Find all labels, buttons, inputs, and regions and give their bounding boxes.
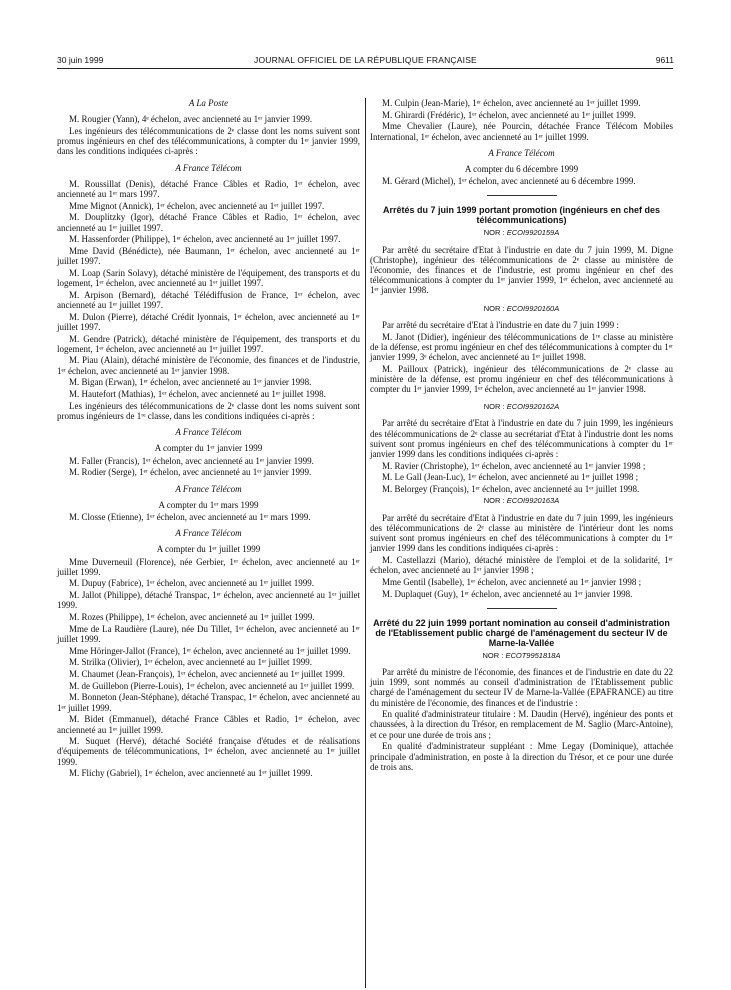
- separator-rule: [487, 608, 557, 609]
- list: [370, 332, 673, 395]
- list-item: M. Le Gall (Jean-Luc), 1ᵉʳ échelon, avec ancienneté au 1ᵉʳ juillet 1998 ;: [382, 472, 639, 483]
- list-item: M. Roussillat (Denis), détaché France Câbles et Radio, 1ᵉʳ échelon, avec ancienneté au 1ᵉʳ mars 1997.: [57, 178, 360, 199]
- list: [57, 456, 360, 478]
- list-item: M. Piau (Alain), détaché ministère de l'économie, des finances et de l'industrie, 1ᵉʳ échelon, avec ancienneté au 1ᵉʳ janvier 1998.: [57, 355, 360, 376]
- list-item: M. Arpison (Bernard), détaché Télédiffusion de France, 1ᵉʳ échelon, avec ancienneté au 1ᵉʳ juillet 1997.: [57, 289, 360, 310]
- list-item: M. Hautefort (Mathias), 1ᵉʳ échelon, avec ancienneté au 1ᵉʳ juillet 1998.: [69, 389, 326, 400]
- list-item: M. Gendre (Patrick), détaché ministère de l'équipement, des transports et du logement, 1ᵉʳ échelon, avec ancienneté au 1ᵉʳ juillet 1997.: [57, 333, 360, 354]
- list-item: M. Faller (Francis), 1ᵉʳ échelon, avec ancienneté au 1ᵉʳ janvier 1999.: [69, 455, 314, 466]
- nor-code: ECOI9920160A: [506, 303, 560, 313]
- list-item: Mme Höringer-Jallot (France), 1ᵉʳ échelon, avec ancienneté au 1ᵉʳ juillet 1999.: [69, 645, 351, 656]
- list-item: M. Janot (Didier), ingénieur des télécommunications de 1ʳᵉ classe au ministère de la défense, est promu ingénieur en chef des télécommunications à compter du 1ᵉʳ janvier 1999, 3ᵉ échelon, avec ancienneté au 1ᵉʳ juillet 1998.: [370, 331, 673, 362]
- list: [57, 179, 360, 400]
- nor-code: ECOT9951818A: [505, 650, 561, 660]
- paragraph: M. Rougier (Yann), 4ᵉ échelon, avec ancienneté au 1ᵉʳ janvier 1999.: [69, 114, 313, 125]
- nor-code: ECOI9920162A: [506, 402, 560, 412]
- paragraph: Les ingénieurs des télécommunications de 2ᵉ classe dont les noms suivent sont promus ingénieurs en chef des télécommunications, à compter du 1ᵉʳ janvier 1999, dans les conditions indiquées ci-après :: [57, 125, 360, 157]
- page-number: 9611: [655, 55, 674, 65]
- list: [57, 512, 360, 522]
- section-heading: A France Télécom: [175, 528, 242, 539]
- section-heading: A France Télécom: [175, 483, 242, 494]
- list: [370, 98, 673, 142]
- list-item: Mme de La Raudière (Laure), née Du Tillet, 1ᵉʳ échelon, avec ancienneté au 1ᵉʳ juillet 1999.: [57, 623, 360, 644]
- header-rule: [57, 68, 673, 69]
- section-heading: A France Télécom: [175, 427, 242, 438]
- nor-label: NOR :: [483, 402, 505, 412]
- list-item: M. Chaumet (Jean-François), 1ᵉʳ échelon, avec ancienneté au 1ᵉʳ juillet 1999.: [69, 669, 345, 680]
- list-item: M. Duplaquet (Guy), 1ᵉʳ échelon, avec ancienneté au 1ᵉʳ janvier 1998.: [382, 588, 633, 599]
- list-item: M. Closse (Etienne), 1ᵉʳ échelon, avec ancienneté au 1ᵉʳ mars 1999.: [69, 511, 311, 522]
- list-item: M. Bigan (Erwan), 1ᵉʳ échelon, avec ancienneté au 1ᵉʳ janvier 1998.: [69, 377, 312, 388]
- list-item: M. Pailloux (Patrick), ingénieur des télécommunications de 2ᵉ classe au ministère de la défense, est promu ingénieur en chef des télécommunications à compter du 1ᵉʳ janvier 1999, 1ᵉʳ échelon, avec ancienneté au 1ᵉʳ janvier 1998.: [370, 363, 673, 395]
- nor-label: NOR :: [483, 228, 505, 238]
- right-column: [370, 98, 673, 773]
- list-item: M. Strilka (Olivier), 1ᵉʳ échelon, avec ancienneté au 1ᵉʳ juillet 1999.: [69, 657, 312, 668]
- list-item: M. Douplitzky (Igor), détaché France Câbles et Radio, 1ᵉʳ échelon, avec ancienneté au 1ᵉʳ juillet 1997.: [57, 212, 360, 233]
- list-item: M. Dupuy (Fabrice), 1ᵉʳ échelon, avec ancienneté au 1ᵉʳ juillet 1999.: [69, 578, 314, 589]
- decree-heading: Arrêtés du 7 juin 1999 portant promotion (ingénieurs en chef des télécommunications): [382, 205, 661, 226]
- paragraph: En qualité d'administrateur titulaire : M. Daudin (Hervé), ingénieur des ponts et chaussées, à la direction du Trésor, en remplacement de M. Saglio (Marc-Antoine), et ce pour une durée de trois ans ;: [370, 709, 673, 740]
- paragraph: Par arrêté du ministre de l'économie, des finances et de l'industrie en date du 22 juin 1999, sont nommés au conseil d'administration de l'Etablissement public chargé de l'aménagement du secteur IV de Marne-la-Vallée (EPAFRANCE) au titre du ministère de l'économie, des finances et de l'industrie :: [370, 666, 673, 708]
- paragraph: En qualité d'administrateur suppléant : Mme Legay (Dominique), attachée principale d'administration, en poste à la direction du Trésor, et ce pour une durée de trois ans.: [370, 741, 673, 772]
- page-header: [0, 55, 731, 69]
- list-item: M. Ghirardi (Frédéric), 1ᵉʳ échelon, avec ancienneté au 1ᵉʳ juillet 1999.: [382, 109, 636, 120]
- journal-title: JOURNAL OFFICIEL DE LA RÉPUBLIQUE FRANÇAISE: [254, 55, 477, 65]
- list-item: M. Belorgey (François), 1ᵉʳ échelon, avec ancienneté au 1ᵉʳ juillet 1998.: [382, 484, 640, 495]
- list-item: M. Jallot (Philippe), détaché Transpac, 1ᵉʳ échelon, avec ancienneté au 1ᵉʳ juillet 1999.: [57, 590, 360, 611]
- paragraph: Par arrêté du secrétaire d'Etat à l'industrie en date du 7 juin 1999, les ingénieurs des télécommunications de 2ᵉ classe au ministère de l'intérieur dont les noms suivent sont promus ingénieurs en chef des télécommunications à compter du 1ᵉʳ janvier 1999 dans les conditions indiquées ci-après :: [370, 512, 673, 554]
- nor-reference: [370, 496, 673, 506]
- section-heading: A France Télécom: [175, 162, 242, 173]
- list-item: Mme Duverneuil (Florence), née Gerbier, 1ᵉʳ échelon, avec ancienneté au 1ᵉʳ juillet 1999.: [57, 556, 360, 577]
- nor-reference: [370, 228, 673, 238]
- paragraph: Par arrêté du secrétaire d'Etat à l'industrie en date du 7 juin 1999, les ingénieurs des télécommunications de 2ᵉ classe au secrétariat d'Etat à l'industrie dont les noms suivent sont promus ingénieurs en chef des télécommunications à compter du 1ᵉʳ janvier 1999 dans les conditions indiquées ci-après :: [370, 418, 673, 460]
- list-item: M. Hassenforder (Philippe), 1ᵉʳ échelon, avec ancienneté au 1ᵉʳ juillet 1997.: [69, 234, 341, 245]
- section-heading: A La Poste: [188, 98, 229, 108]
- list-item: M. Loap (Sarin Solavy), détaché ministère de l'équipement, des transports et du logement, 1ᵉʳ échelon, avec ancienneté au 1ᵉʳ juillet 1997.: [57, 267, 360, 289]
- nor-code: ECOI9920163A: [506, 496, 560, 506]
- separator-rule: [487, 195, 557, 196]
- effective-date: A compter du 1ᵉʳ janvier 1999: [154, 443, 263, 454]
- list-item: Mme Chevalier (Laure), née Pourcin, détachée France Télécom Mobiles International, 1ᵉʳ échelon, avec ancienneté au 1ᵉʳ juillet 1999.: [370, 121, 673, 142]
- list-item: M. Bidet (Emmanuel), détaché France Câbles et Radio, 1ᵉʳ échelon, avec ancienneté au 1ᵉʳ juillet 1999.: [57, 714, 360, 735]
- effective-date: A compter du 1ᵉʳ juillet 1999: [156, 544, 261, 555]
- list-item: M. Suquet (Hervé), détaché Société française d'études et de réalisations d'équipements de télécommunications, 1ᵉʳ échelon, avec ancienneté au 1ᵉʳ juillet 1999.: [57, 736, 360, 767]
- list-item: M. Flichy (Gabriel), 1ᵉʳ échelon, avec ancienneté au 1ᵉʳ juillet 1999.: [69, 768, 313, 779]
- paragraph: Les ingénieurs des télécommunications de 2ᵉ classe dont les noms suivent sont promus ingénieurs de 1ʳᵉ classe, dans les conditions indiquées ci-après :: [57, 400, 360, 421]
- nor-reference: [370, 304, 673, 314]
- nor-label: NOR :: [483, 496, 505, 506]
- list-item: M. Castellazzi (Mario), détaché ministère de l'emploi et de la solidarité, 1ᵉʳ échelon, avec ancienneté au 1ᵉʳ janvier 1998 ;: [370, 554, 673, 576]
- list: [370, 461, 673, 495]
- nor-label: NOR :: [483, 303, 505, 313]
- paragraph: M. Gérard (Michel), 1ᵉʳ échelon, avec ancienneté au 6 décembre 1999.: [382, 176, 636, 187]
- list-item: Mme Gentil (Isabelle), 1ᵉʳ échelon, avec ancienneté au 1ᵉʳ janvier 1998 ;: [382, 576, 642, 587]
- nor-reference: [370, 651, 673, 661]
- paragraph: Par arrêté du secrétaire d'Etat à l'industrie en date du 7 juin 1999 :: [382, 319, 619, 330]
- list-item: M. Bonneton (Jean-Stéphane), détaché Transpac, 1ᵉʳ échelon, avec ancienneté au 1ᵉʳ juillet 1999.: [57, 692, 360, 713]
- list-item: M. Rozes (Philippe), 1ᵉʳ échelon, avec ancienneté au 1ᵉʳ juillet 1999.: [69, 612, 315, 623]
- list-item: Mme David (Bénédicte), née Baumann, 1ᵉʳ échelon, avec ancienneté au 1ᵉʳ juillet 1997.: [57, 245, 360, 267]
- list-item: Mme Mignot (Annick), 1ᵉʳ échelon, avec ancienneté au 1ᵉʳ juillet 1997.: [69, 200, 325, 211]
- effective-date: A compter du 6 décembre 1999: [464, 164, 579, 175]
- list-item: M. Culpin (Jean-Marie), 1ᵉʳ échelon, avec ancienneté au 1ᵉʳ juillet 1999.: [382, 98, 641, 108]
- section-heading: A France Télécom: [488, 147, 555, 158]
- header-date: 30 juin 1999: [57, 55, 104, 65]
- nor-code: ECOI9920159A: [506, 228, 560, 238]
- list-item: M. Rodier (Serge), 1ᵉʳ échelon, avec ancienneté au 1ᵉʳ janvier 1999.: [69, 467, 312, 478]
- left-column: [57, 98, 360, 780]
- list-item: M. de Guillebon (Pierre-Louis), 1ᵉʳ échelon, avec ancienneté au 1ᵉʳ juillet 1999.: [69, 680, 355, 691]
- nor-reference: [370, 402, 673, 412]
- list-item: M. Ravier (Christophe), 1ᵉʳ échelon, avec ancienneté au 1ᵉʳ janvier 1998 ;: [382, 460, 646, 471]
- decree-heading: Arrêté du 22 juin 1999 portant nomination au conseil d'administration de l'Etablissement public chargé de l'aménagement du secteur IV de Marne-la-Vallée: [373, 617, 670, 648]
- column-divider: [365, 98, 366, 988]
- effective-date: A compter du 1ᵉʳ mars 1999: [158, 499, 259, 510]
- list: [57, 557, 360, 779]
- nor-label: NOR :: [482, 650, 504, 660]
- list-item: M. Dulon (Pierre), détaché Crédit lyonnais, 1ᵉʳ échelon, avec ancienneté au 1ᵉʳ juillet 1997.: [57, 311, 360, 332]
- paragraph: Par arrêté du secrétaire d'Etat à l'industrie en date du 7 juin 1999, M. Digne (Christophe), ingénieur des télécommunications de 2ᵉ classe au ministère de l'économie, des finances et de l'industrie, est promu ingénieur en chef des télécommunications à compter du 1ᵉʳ janvier 1999, 1ᵉʳ échelon, avec ancienneté au 1ᵉʳ janvier 1998.: [370, 244, 673, 296]
- list: [370, 555, 673, 599]
